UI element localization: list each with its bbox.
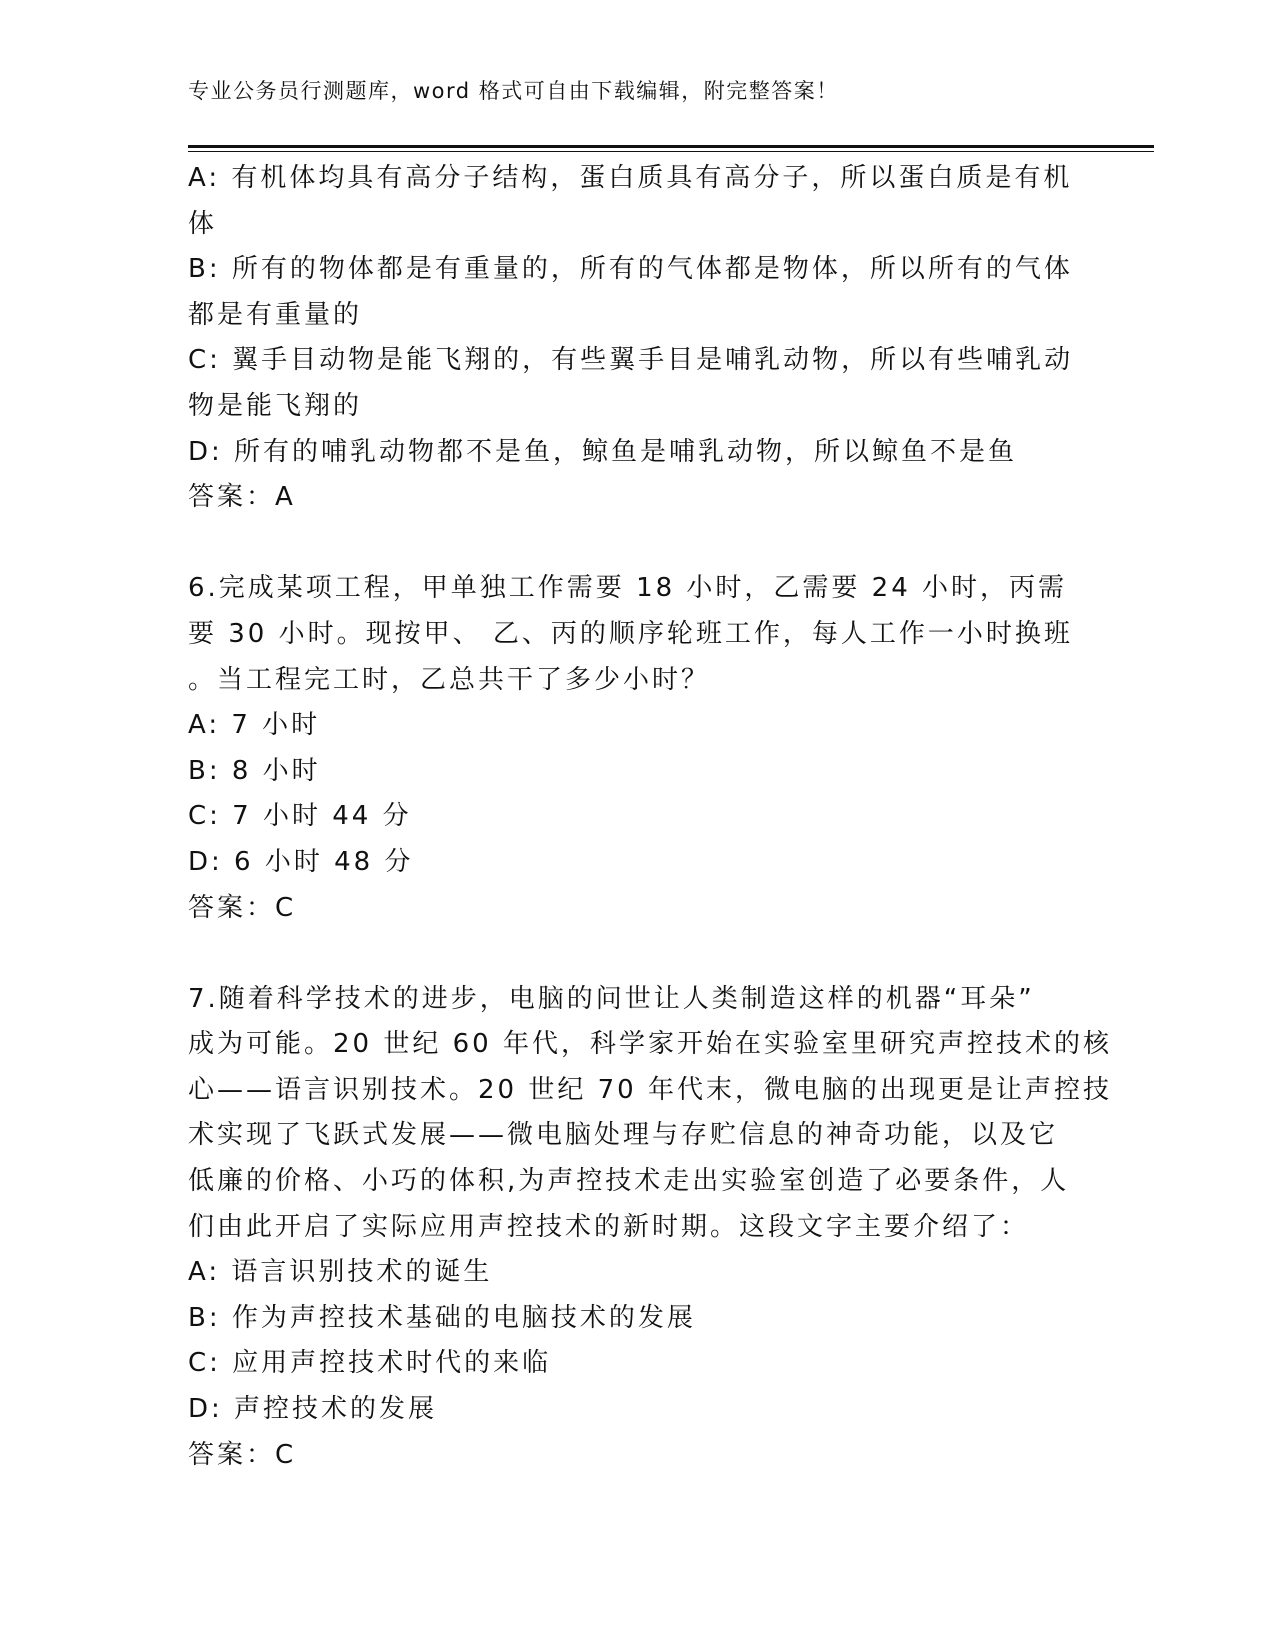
q6-stem-line1: 6.完成某项工程，甲单独工作需要 18 小时，乙需要 24 小时，丙需 [188, 573, 1068, 604]
header-rule-thin [188, 151, 1154, 152]
q5-option-a-line2: 体 [188, 208, 218, 239]
q5-option-b-line2: 都是有重量的 [188, 299, 363, 330]
q7-stem-line2: 成为可能。20 世纪 60 年代，科学家开始在实验室里研究声控技术的核 [188, 1029, 1112, 1060]
q6-stem-line2: 要 30 小时。现按甲、 乙、丙的顺序轮班工作，每人工作一小时换班 [188, 618, 1073, 649]
q5-option-a-line1: A: 有机体均具有高分子结构，蛋白质具有高分子，所以蛋白质是有机 [188, 163, 1073, 193]
spacer [188, 931, 1088, 977]
q5-answer: 答案：A [188, 482, 296, 513]
q6-answer: 答案：C [188, 892, 297, 923]
q7-stem-line5: 低廉的价格、小巧的体积,为声控技术走出实验室创造了必要条件，人 [188, 1166, 1070, 1197]
q7-stem-line6: 们由此开启了实际应用声控技术的新时期。这段文字主要介绍了： [188, 1211, 1030, 1242]
q7-stem-line1: 7.随着科学技术的进步，电脑的问世让人类制造这样的机器“耳朵” [188, 983, 1035, 1014]
q6-option-a: A: 7 小时 [188, 710, 321, 741]
q7-stem-line4: 术实现了飞跃式发展——微电脑处理与存贮信息的神奇功能，以及它 [188, 1120, 1059, 1151]
q6-option-b: B: 8 小时 [188, 755, 321, 786]
q7-stem [188, 977, 1112, 1251]
q7-option-c: C: 应用声控技术时代的来临 [188, 1348, 552, 1379]
q7-option-b: B: 作为声控技术基础的电脑技术的发展 [188, 1302, 696, 1333]
q6-option-c: C: 7 小时 44 分 [188, 801, 412, 832]
q7-answer: 答案：C [188, 1439, 297, 1470]
q6-options [188, 703, 1088, 885]
q6-option-d: D: 6 小时 48 分 [188, 846, 414, 877]
q7-stem-line3: 心——语言识别技术。20 世纪 70 年代末，微电脑的出现更是让声控技 [188, 1074, 1112, 1105]
q5-options [188, 156, 1088, 475]
q5-option-b-line1: B: 所有的物体都是有重量的，所有的气体都是物体，所以所有的气体 [188, 254, 1073, 285]
question-content [188, 156, 1112, 1478]
q7-options [188, 1250, 1088, 1432]
page-header: 专业公务员行测题库，word 格式可自由下载编辑，附完整答案！ [188, 79, 839, 103]
q5-option-c-line1: C: 翼手目动物是能飞翔的，有些翼手目是哺乳动物，所以有些哺乳动 [188, 345, 1074, 376]
q7-option-d: D: 声控技术的发展 [188, 1394, 438, 1425]
q6-stem [188, 566, 1088, 703]
q7-option-a: A: 语言识别技术的诞生 [188, 1257, 493, 1288]
spacer [188, 521, 1088, 567]
q6-stem-line3: 。当工程完工时，乙总共干了多少小时？ [188, 664, 711, 695]
q5-option-d: D: 所有的哺乳动物都不是鱼，鲸鱼是哺乳动物，所以鲸鱼不是鱼 [188, 436, 1018, 467]
header-rule-thick [188, 145, 1154, 148]
q5-option-c-line2: 物是能飞翔的 [188, 390, 363, 421]
